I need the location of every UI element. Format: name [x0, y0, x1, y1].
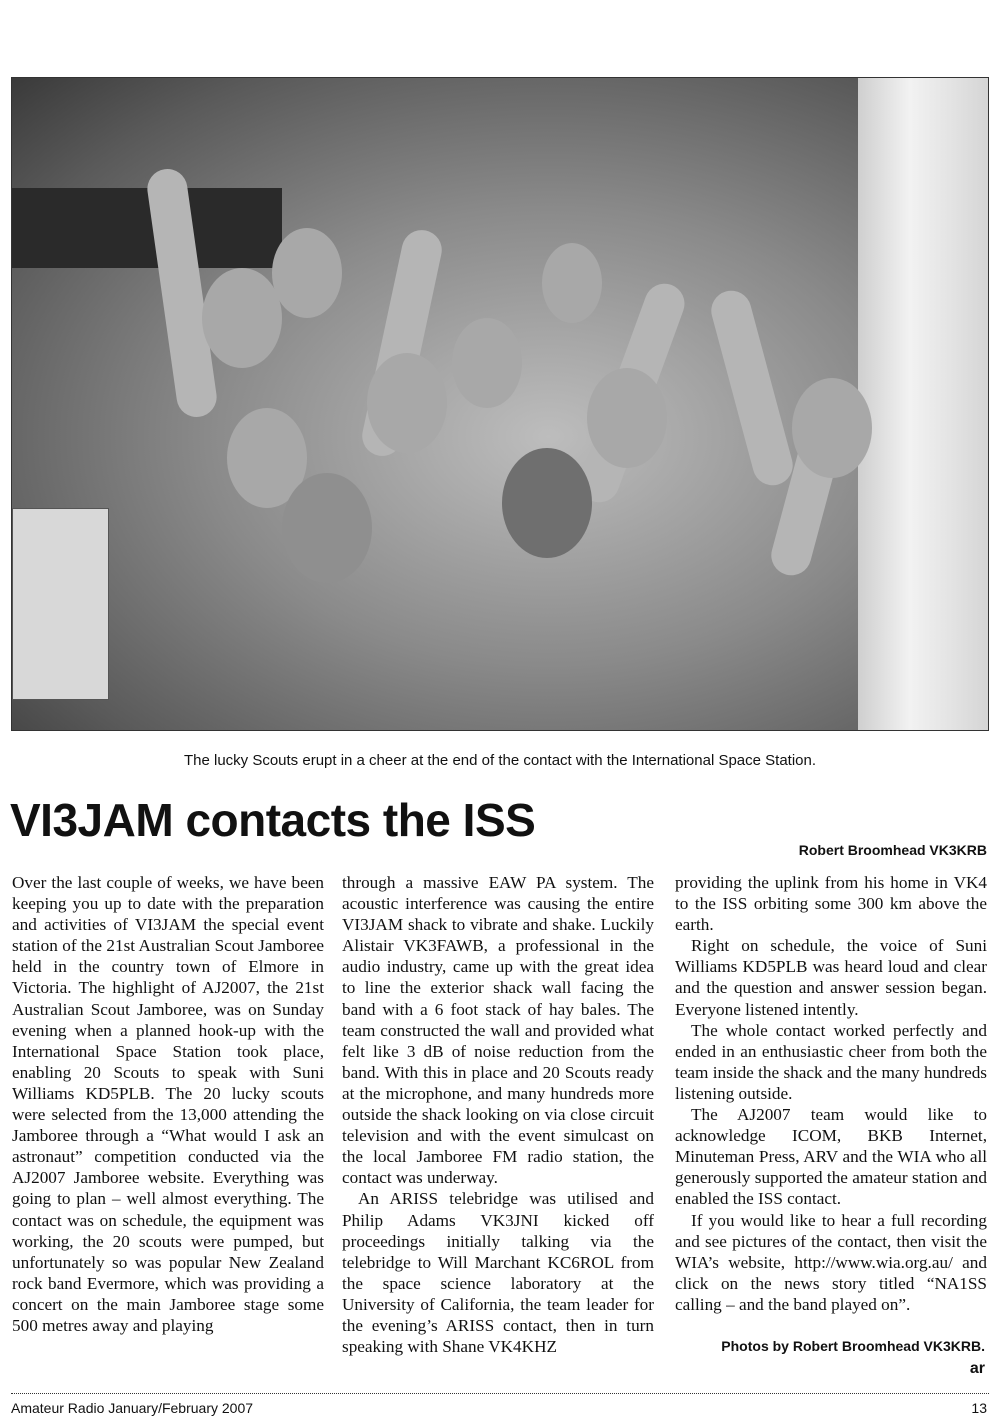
- paragraph: The AJ2007 team would like to acknowledge ICOM, BKB Internet, Minuteman Press, ARV and the WIA who all generously supported the amateur station and enabled the ISS contact.: [675, 1105, 987, 1209]
- article-column-2: [342, 872, 654, 1357]
- photo-figure: [542, 243, 602, 323]
- photo-figure: [792, 378, 872, 478]
- paragraph: Over the last couple of weeks, we have been keeping you up to date with the preparation and activities of VI3JAM the special event station of the 21st Australian Scout Jamboree held in the country town of Elmore in Victoria. The highlight of AJ2007, the 21st Australian Scout Jamboree, was on Sunday evening when a planned hook-up with the International Space Station took place, enabling 20 Scouts to speak with Suni Williams KD5PLB. The 20 lucky scouts were selected from the 13,000 attending the Jamboree through a “What would I ask an astronaut” competition conducted via the AJ2007 Jamboree website. Everything was going to plan – well almost everything. The contact was on schedule, the equipment was working, the 20 scouts were pumped, but unfortunately so was popular New Zealand rock band Evermore, which was providing a concert on the main Jamboree stage some 500 metres away and playing: [12, 873, 324, 1335]
- photo-figure: [452, 318, 522, 408]
- paragraph: Right on schedule, the voice of Suni Williams KD5PLB was heard loud and clear and the question and answer session began. Everyone listened intently.: [675, 936, 987, 1019]
- paragraph: If you would like to hear a full recording and see pictures of the contact, then visit the WIA’s website, http://www.wia.org.au/ and click on the news story titled “NA1SS calling – and the band played on”.: [675, 1210, 987, 1314]
- article-column-1: [12, 872, 324, 1336]
- photo-figure: [272, 228, 342, 318]
- photo-caption: The lucky Scouts erupt in a cheer at the end of the contact with the International Space Station.: [183, 752, 817, 769]
- photo-shelf: [12, 188, 282, 268]
- footer-rule: [11, 1393, 989, 1394]
- photo-poster: [12, 508, 109, 700]
- photo-figure: [282, 473, 372, 583]
- photo-figure: [367, 353, 447, 453]
- article-column-3: [675, 872, 987, 1315]
- footer-publication: Amateur Radio January/February 2007: [11, 1400, 254, 1416]
- article-title: VI3JAM contacts the ISS: [10, 794, 536, 846]
- photo-curtain: [858, 78, 988, 730]
- photos-credit: Photos by Robert Broomhead VK3KRB.: [721, 1338, 985, 1354]
- paragraph: The whole contact worked perfectly and ended in an enthusiastic cheer from both the team inside the shack and the many hundreds listening outside.: [675, 1020, 987, 1103]
- scouts-photo: [11, 77, 989, 731]
- paragraph: providing the uplink from his home in VK4 to the ISS orbiting some 300 km above the earth.: [675, 873, 987, 935]
- photo-figure: [502, 448, 592, 558]
- photo-figure: [707, 286, 797, 490]
- photo-figure: [587, 368, 667, 468]
- paragraph: An ARISS telebridge was utilised and Philip Adams VK3JNI kicked off proceedings initially talking via the telebridge to Will Marchant KC6ROL from the space science laboratory at the University of California, the team leader for the evening’s ARISS contact, then in turn speaking with Shane VK4KHZ: [342, 1189, 654, 1357]
- paragraph: through a massive EAW PA system. The acoustic interference was causing the entire VI3JAM shack to vibrate and shake. Luckily Alistair VK3FAWB, a professional in the audio industry, came up with the great idea to line the exterior shack wall facing the band with a 6 foot stack of hay bales. The team constructed the wall and provided what felt like 3 dB of noise reduction from the band. With this in place and 20 Scouts ready at the microphone, and many hundreds more outside the shack looking on via close circuit television and with the event simulcast on the local Jamboree FM radio station, the contact was underway.: [342, 873, 654, 1188]
- article-byline: Robert Broomhead VK3KRB: [798, 842, 987, 858]
- end-mark: ar: [969, 1360, 985, 1377]
- page-number: 13: [971, 1400, 987, 1416]
- photo-figure: [202, 268, 282, 368]
